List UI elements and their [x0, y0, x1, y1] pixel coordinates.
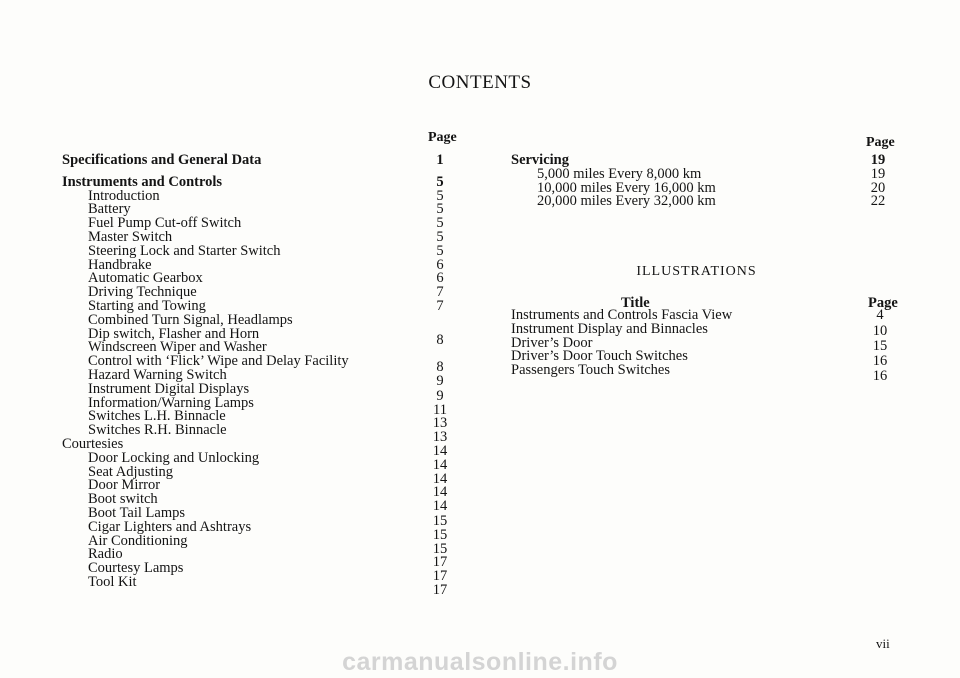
illustrations-heading: ILLUSTRATIONS	[636, 264, 757, 279]
right-page-header: Page	[866, 135, 895, 150]
watermark: carmanualsonline.info	[342, 648, 618, 676]
footer-page-number: vii	[876, 636, 890, 651]
illustrations-page-header: Page	[868, 295, 898, 311]
page-title: CONTENTS	[428, 72, 532, 93]
left-page-header: Page	[428, 130, 457, 145]
illustrations-title-header: Title	[621, 295, 650, 311]
